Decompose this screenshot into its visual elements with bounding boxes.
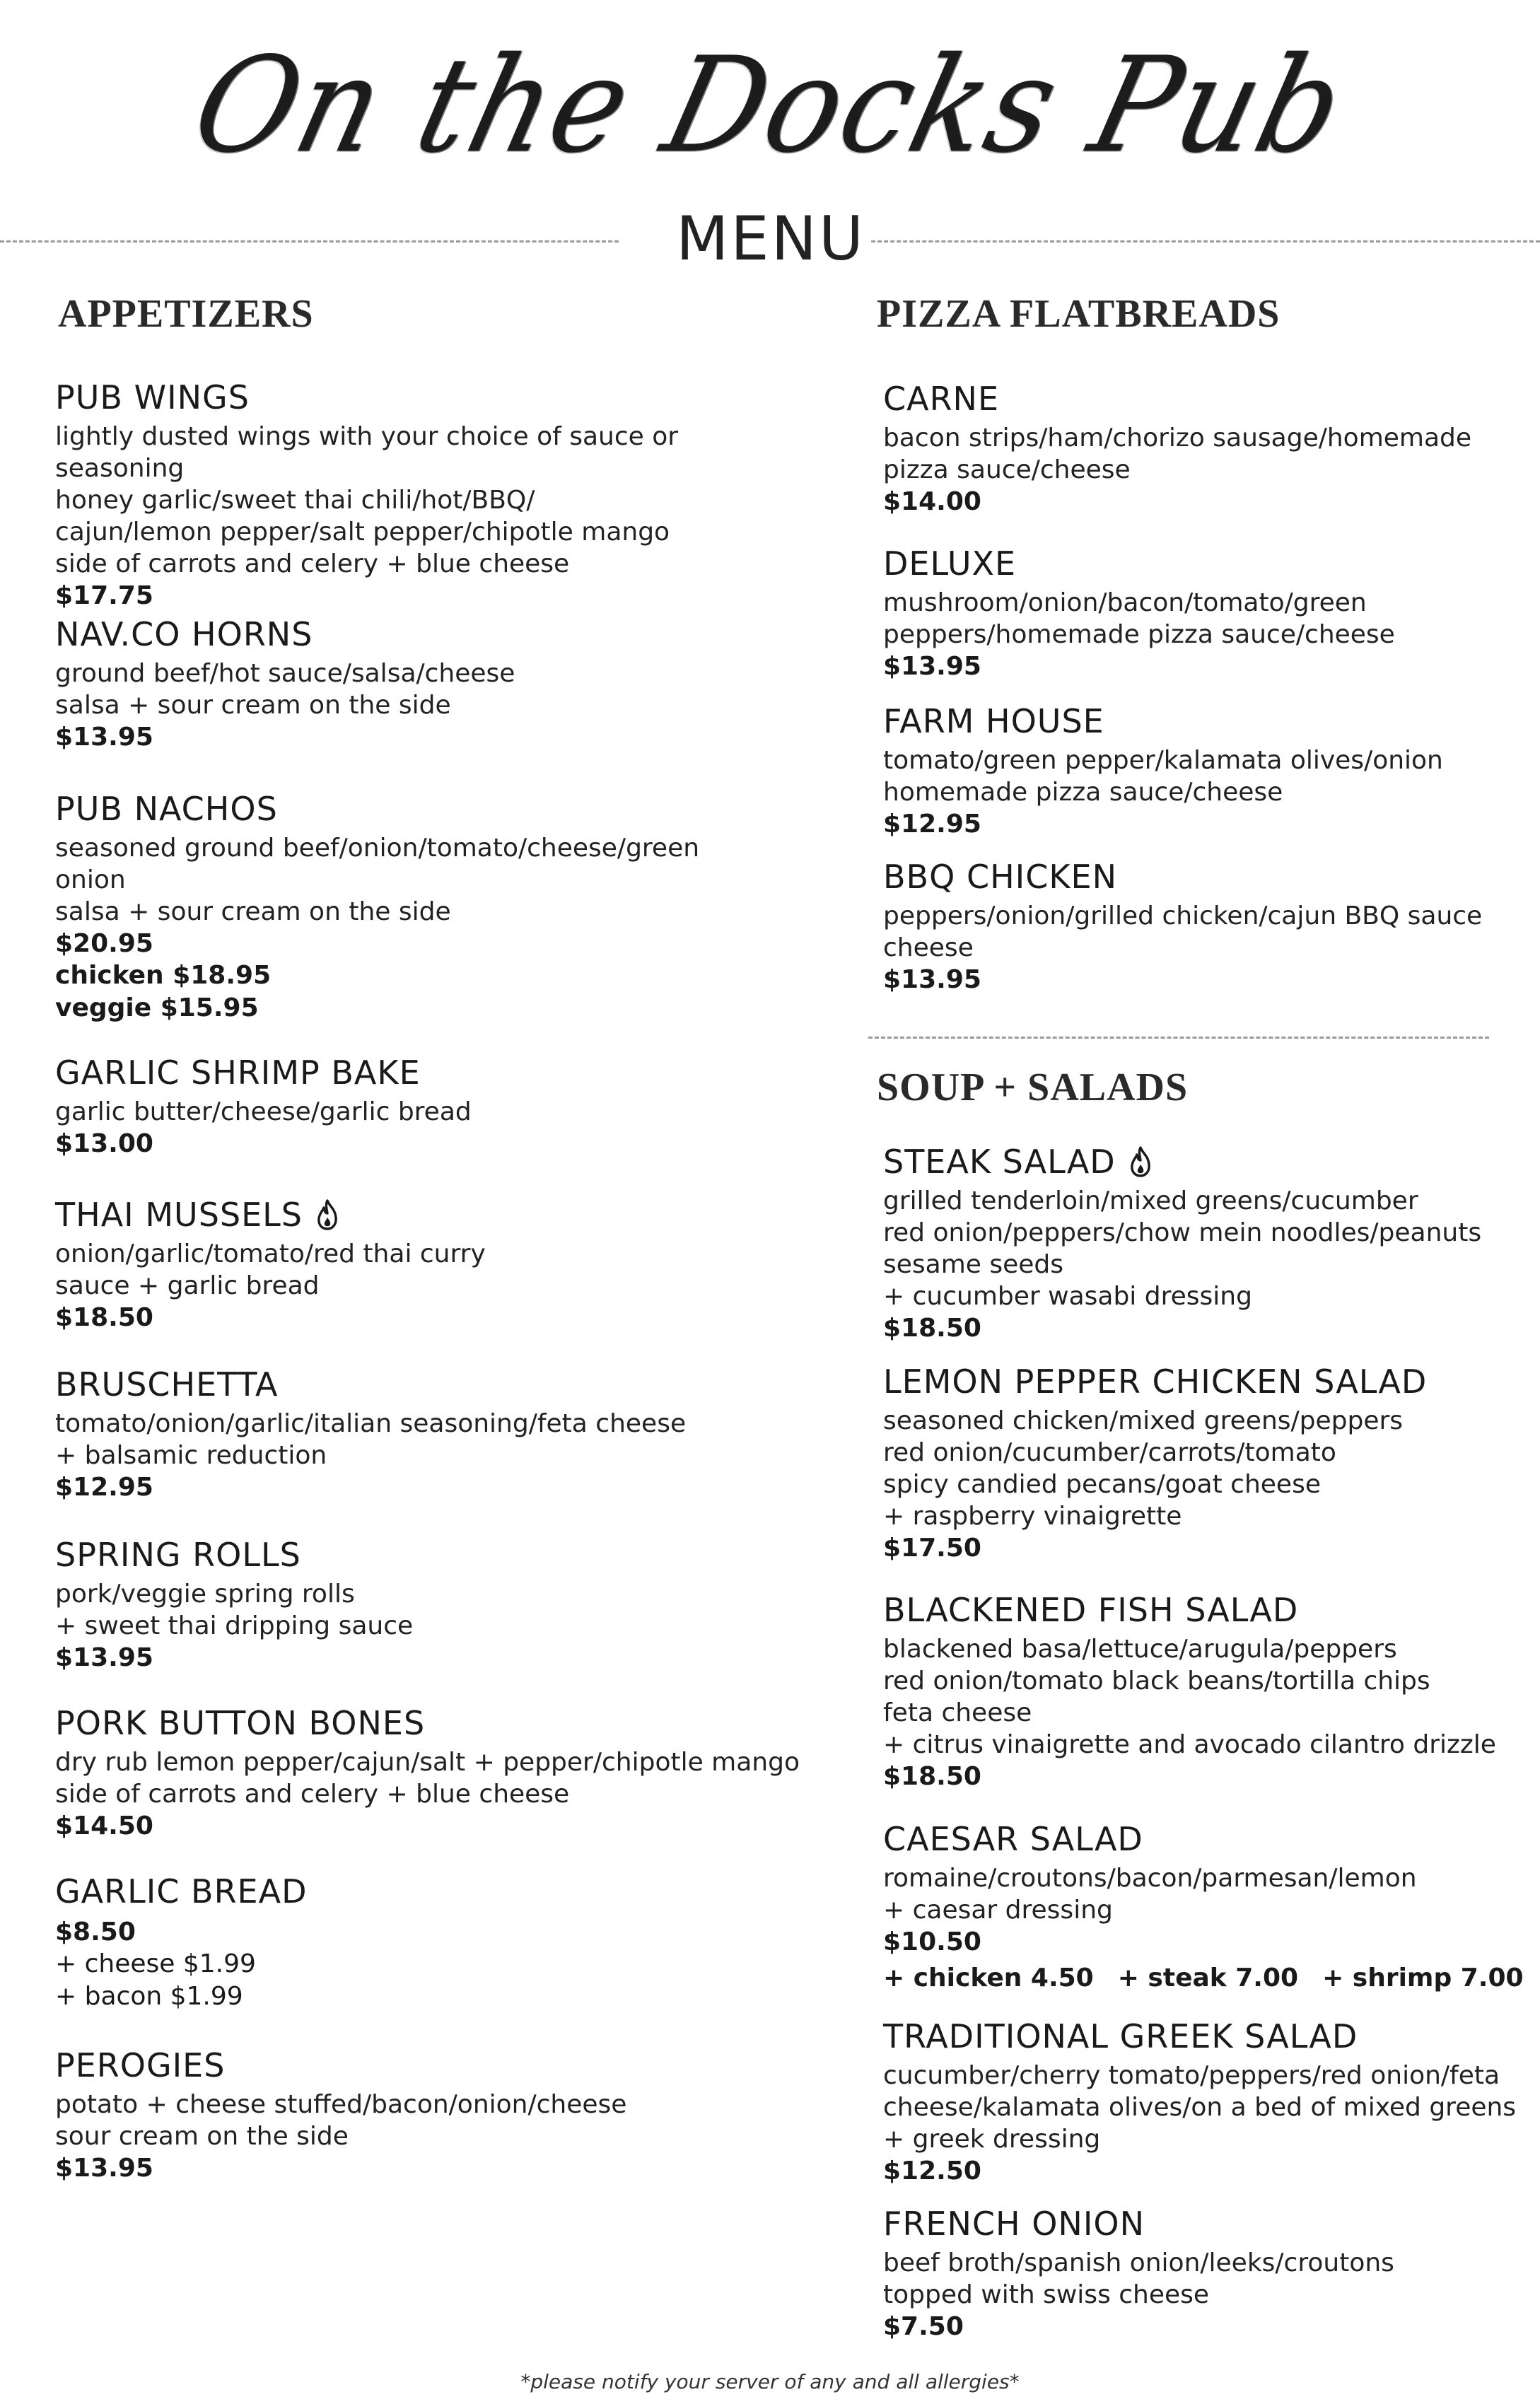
menu-item-thai-mussels — [55, 1194, 805, 1334]
menu-item-blackened-fish-salad — [883, 1589, 1540, 1792]
item-price-veggie: veggie $15.95 — [55, 993, 259, 1022]
item-price-chicken: chicken $18.95 — [55, 961, 272, 990]
item-description: romaine/croutons/bacon/parmesan/lemon + caesar dressing — [883, 1864, 1417, 1925]
item-price: $20.95 — [55, 929, 153, 958]
item-price: $13.00 — [55, 1129, 153, 1158]
item-name: GARLIC BREAD — [55, 1872, 308, 1910]
menu-rule-right — [871, 240, 1540, 243]
item-price: $12.95 — [55, 1473, 153, 1502]
item-price: $12.95 — [883, 810, 981, 839]
item-price: $13.95 — [55, 1643, 153, 1672]
item-name: BBQ CHICKEN — [883, 858, 1117, 896]
brand-header — [0, 20, 1540, 189]
section-title-pizza: PIZZA FLATBREADS — [877, 292, 1281, 336]
item-addon-bacon: + bacon $1.99 — [55, 1982, 243, 2011]
item-addon-cheese: + cheese $1.99 — [55, 1949, 256, 1978]
item-price: $13.95 — [883, 965, 981, 994]
item-name: THAI MUSSELS — [55, 1196, 303, 1234]
item-price: $17.50 — [883, 1534, 981, 1563]
item-name: FRENCH ONION — [883, 2205, 1145, 2243]
menu-item-bruschetta — [55, 1364, 805, 1503]
menu-item-perogies — [55, 2045, 805, 2184]
menu-rule-left — [0, 240, 619, 243]
item-name: FARM HOUSE — [883, 702, 1104, 740]
item-description: seasoned ground beef/onion/tomato/cheese/green onion salsa + sour cream on the side — [55, 834, 700, 926]
item-description: pork/veggie spring rolls + sweet thai dripping sauce — [55, 1580, 414, 1640]
item-name: PEROGIES — [55, 2046, 226, 2084]
item-price: $12.50 — [883, 2157, 981, 2186]
item-name: STEAK SALAD — [883, 1143, 1116, 1181]
item-description: dry rub lemon pepper/cajun/salt + pepper/chipotle mango side of carrots and celery + blue cheese — [55, 1748, 800, 1809]
menu-item-spring-rolls — [55, 1534, 805, 1674]
brand-logo-text: On the Docks Pub — [180, 28, 1360, 182]
item-price: $8.50 — [55, 1918, 136, 1947]
menu-item-farm-house — [883, 701, 1540, 840]
item-description: tomato/green pepper/kalamata olives/onion homemade pizza sauce/cheese — [883, 746, 1443, 807]
item-name: DELUXE — [883, 544, 1017, 583]
menu-item-carne — [883, 378, 1540, 518]
menu-title: MENU — [676, 204, 865, 274]
item-name: PORK BUTTON BONES — [55, 1704, 426, 1742]
menu-item-garlic-shrimp-bake — [55, 1052, 805, 1160]
item-price: $13.95 — [55, 723, 153, 752]
item-price: $7.50 — [883, 2312, 964, 2341]
flame-icon — [315, 1199, 339, 1230]
item-description: garlic butter/cheese/garlic bread — [55, 1097, 472, 1126]
item-price: $18.50 — [883, 1314, 981, 1343]
item-name: TRADITIONAL GREEK SALAD — [883, 2017, 1358, 2055]
item-description: potato + cheese stuffed/bacon/onion/cheese sour cream on the side — [55, 2090, 627, 2151]
item-price: $18.50 — [883, 1762, 981, 1791]
item-name: LEMON PEPPER CHICKEN SALAD — [883, 1363, 1428, 1401]
menu-item-deluxe — [883, 543, 1540, 682]
addon-shrimp: + shrimp 7.00 — [1322, 1964, 1524, 1992]
item-description: lightly dusted wings with your choice of sauce or seasoning honey garlic/sweet thai chili/hot/BBQ/ cajun/lemon pepper/salt pepper/chipotle mango side of carrots and celery + blue cheese — [55, 422, 679, 578]
item-description: ground beef/hot sauce/salsa/cheese salsa + sour cream on the side — [55, 659, 515, 720]
item-price: $14.00 — [883, 487, 981, 516]
menu-item-pub-wings — [55, 377, 805, 612]
item-price: $17.75 — [55, 581, 153, 610]
section-title-soup-salads: SOUP + SALADS — [877, 1066, 1189, 1109]
item-description: beef broth/spanish onion/leeks/croutons topped with swiss cheese — [883, 2248, 1394, 2309]
allergy-notice: *please notify your server of any and all allergies* — [520, 2370, 1020, 2393]
menu-item-steak-salad — [883, 1141, 1540, 1344]
item-description: onion/garlic/tomato/red thai curry sauce + garlic bread — [55, 1239, 486, 1300]
menu-item-french-onion — [883, 2203, 1540, 2342]
menu-item-caesar-salad — [883, 1819, 1540, 1996]
item-name-row — [55, 1194, 805, 1235]
item-name: CARNE — [883, 380, 1000, 418]
item-description: seasoned chicken/mixed greens/peppers red onion/cucumber/carrots/tomato spicy candied pecans/goat cheese + raspberry vinaigrette — [883, 1406, 1404, 1531]
item-description: cucumber/cherry tomato/peppers/red onion/feta cheese/kalamata olives/on a bed of mixed greens + greek dressing — [883, 2061, 1517, 2154]
flame-icon — [1128, 1146, 1153, 1177]
addon-steak: + steak 7.00 — [1117, 1964, 1299, 1992]
menu-item-traditional-greek-salad — [883, 2016, 1540, 2187]
menu-item-bbq-chicken — [883, 856, 1540, 996]
item-name: PUB NACHOS — [55, 790, 278, 828]
menu-item-pork-button-bones — [55, 1703, 805, 1842]
item-price: $13.95 — [55, 2154, 153, 2183]
section-title-appetizers: APPETIZERS — [58, 292, 314, 336]
addon-chicken: + chicken 4.50 — [883, 1964, 1094, 1992]
item-name: BLACKENED FISH SALAD — [883, 1591, 1299, 1629]
item-description: mushroom/onion/bacon/tomato/green peppers/homemade pizza sauce/cheese — [883, 588, 1395, 649]
item-name-row — [883, 1141, 1540, 1182]
item-price: $14.50 — [55, 1811, 153, 1840]
item-name: GARLIC SHRIMP BAKE — [55, 1054, 421, 1092]
item-name: PUB WINGS — [55, 378, 250, 416]
item-addons-row — [883, 1961, 1540, 1996]
item-description: bacon strips/ham/chorizo sausage/homemade pizza sauce/cheese — [883, 424, 1472, 484]
item-price: $13.95 — [883, 652, 981, 681]
item-price: $18.50 — [55, 1303, 153, 1332]
item-description: peppers/onion/grilled chicken/cajun BBQ sauce cheese — [883, 902, 1483, 962]
item-price: $10.50 — [883, 1927, 981, 1956]
menu-item-navco-horns — [55, 614, 805, 753]
section-divider — [868, 1037, 1489, 1039]
menu-item-lemon-pepper-chicken-salad — [883, 1361, 1540, 1564]
item-description: grilled tenderloin/mixed greens/cucumber red onion/peppers/chow mein noodles/peanuts sesame seeds + cucumber wasabi dressing — [883, 1186, 1482, 1311]
item-name: BRUSCHETTA — [55, 1365, 279, 1404]
item-description: blackened basa/lettuce/arugula/peppers red onion/tomato black beans/tortilla chips feta cheese + citrus vinaigrette and avocado cilantro drizzle — [883, 1635, 1496, 1759]
menu-item-pub-nachos — [55, 788, 805, 1025]
menu-item-garlic-bread — [55, 1871, 805, 2013]
item-name: SPRING ROLLS — [55, 1536, 301, 1574]
item-name: CAESAR SALAD — [883, 1820, 1143, 1858]
item-name: NAV.CO HORNS — [55, 615, 313, 653]
item-description: tomato/onion/garlic/italian seasoning/feta cheese + balsamic reduction — [55, 1409, 687, 1470]
